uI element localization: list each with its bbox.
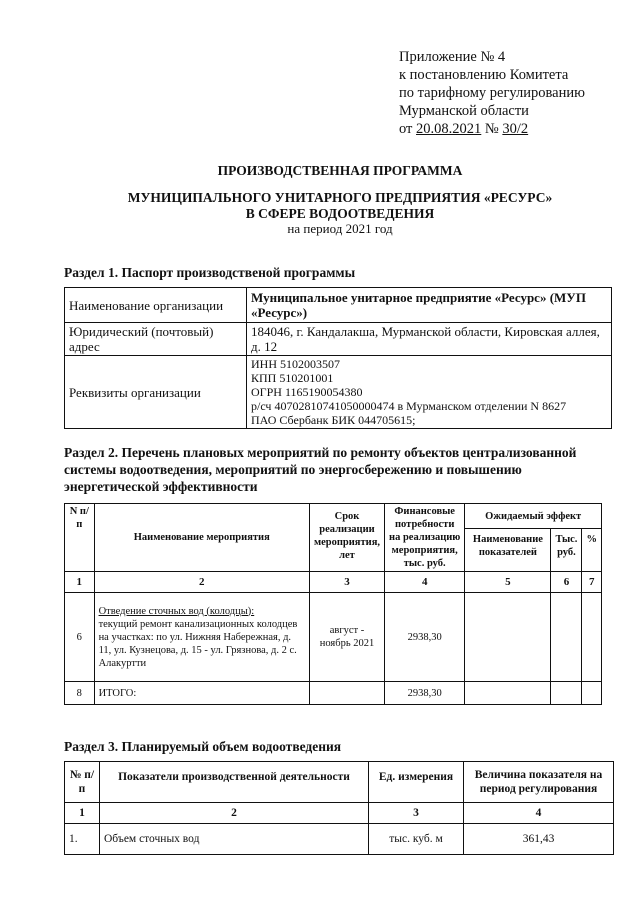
total-indicator <box>465 682 551 705</box>
section2-title <box>64 444 576 495</box>
row-percent <box>582 593 602 682</box>
passport-key: Наименование организации <box>65 288 247 323</box>
volume-table <box>64 761 614 855</box>
table-row <box>65 288 612 323</box>
requisite-inn: ИНН 5102003507 <box>251 357 340 371</box>
header-unit: Ед. измерения <box>369 762 464 803</box>
measures-table <box>64 503 602 705</box>
annex-number: 30/2 <box>502 121 529 137</box>
col-number: 7 <box>582 572 602 593</box>
header-thousand: Тыс. руб. <box>551 529 582 572</box>
header-percent: % <box>582 529 602 572</box>
table-row <box>65 593 602 682</box>
row-finance: 2938,30 <box>385 593 465 682</box>
section2-title-line-2: системы водоотведения, мероприятий по энергосбережению и повышению <box>64 462 522 477</box>
program-sphere-line: В СФЕРЕ ВОДООТВЕДЕНИЯ <box>245 206 435 221</box>
column-number-row <box>65 572 602 593</box>
passport-table <box>64 287 612 429</box>
row-indicator <box>465 593 551 682</box>
total-finance: 2938,30 <box>385 682 465 705</box>
total-term <box>309 682 384 705</box>
program-period: на период 2021 год <box>287 221 393 236</box>
table-row <box>65 356 612 429</box>
requisite-ogrn: ОГРН 1165190054380 <box>251 385 363 399</box>
requisite-account: р/сч 40702810741050000474 в Мурманском отделении N 8627 <box>251 399 567 413</box>
row-unit: тыс. куб. м <box>369 824 464 855</box>
section1-title: Раздел 1. Паспорт производственой программы <box>64 265 356 280</box>
col-number: 3 <box>369 803 464 824</box>
col-number: 4 <box>385 572 465 593</box>
header-indicator: Наименование показателей <box>465 529 551 572</box>
col-number: 4 <box>464 803 614 824</box>
row-indicator: Объем сточных вод <box>100 824 369 855</box>
row-num: 6 <box>65 593 95 682</box>
row-num: 1. <box>65 824 100 855</box>
table-row <box>65 824 614 855</box>
row-name-desc: текущий ремонт канализационных колодцев на участках: по ул. Нижняя Набережная, д. 11, ул. Кузнецова, д. 15 - ул. Грязнова, д. 2 с. Алакуртти <box>98 618 298 669</box>
row-name-title: Отведение сточных вод (колодцы): <box>98 605 255 617</box>
header-indicator: Показатели производственной деятельности <box>100 762 369 803</box>
passport-key: Юридический (почтовый) адрес <box>65 323 247 356</box>
requisite-bank: ПАО Сбербанк БИК 044705615; <box>251 413 416 427</box>
table-header-row <box>65 504 602 529</box>
total-label: ИТОГО: <box>94 682 309 705</box>
table-row <box>65 682 602 705</box>
col-number: 1 <box>65 572 95 593</box>
header-num: N п/п <box>65 504 95 572</box>
annex-number-sign: № <box>481 121 503 137</box>
annex-line-1: Приложение № 4 <box>399 49 506 65</box>
table-row <box>65 323 612 356</box>
annex-date-prefix: от <box>399 121 417 137</box>
header-name: Наименование мероприятия <box>94 504 309 572</box>
header-effect: Ожидаемый эффект <box>465 504 602 529</box>
row-term: август - ноябрь 2021 <box>309 593 384 682</box>
section3-title: Раздел 3. Планируемый объем водоотведения <box>64 739 342 754</box>
passport-key: Реквизиты организации <box>65 356 247 429</box>
passport-value: 184046, г. Кандалакша, Мурманской области, Кировская аллея, д. 12 <box>247 323 612 356</box>
annex-line-2: к постановлению Комитета <box>399 67 569 83</box>
passport-value: Муниципальное унитарное предприятие «Ресурс» (МУП «Ресурс») <box>247 288 612 323</box>
annex-block <box>399 48 629 138</box>
section2-title-line-3: энергетической эффективности <box>64 479 258 494</box>
col-number: 3 <box>309 572 384 593</box>
col-number: 6 <box>551 572 582 593</box>
col-number: 1 <box>65 803 100 824</box>
program-org-line: МУНИЦИПАЛЬНОГО УНИТАРНОГО ПРЕДПРИЯТИЯ «РЕСУРС» <box>127 190 553 205</box>
annex-line-4: Мурманской области <box>399 103 529 119</box>
section2-title-line-1: Раздел 2. Перечень плановых мероприятий по ремонту объектов централизованной <box>64 445 577 460</box>
header-num: № п/п <box>65 762 100 803</box>
total-thousand <box>551 682 582 705</box>
requisite-kpp: КПП 510201001 <box>251 371 334 385</box>
program-title: ПРОИЗВОДСТВЕННАЯ ПРОГРАММА <box>217 163 463 178</box>
annex-line-5 <box>399 120 629 138</box>
row-name <box>94 593 309 682</box>
header-term: Срок реализации мероприятия, лет <box>309 504 384 572</box>
header-value: Величина показателя на период регулирования <box>464 762 614 803</box>
col-number: 5 <box>465 572 551 593</box>
table-header-row <box>65 762 614 803</box>
header-finance: Финансовые потребности на реализацию мероприятия, тыс. руб. <box>385 504 465 572</box>
total-percent <box>582 682 602 705</box>
row-thousand <box>551 593 582 682</box>
annex-line-3: по тарифному регулированию <box>399 85 585 101</box>
col-number: 2 <box>94 572 309 593</box>
annex-date: 20.08.2021 <box>416 121 482 137</box>
column-number-row <box>65 803 614 824</box>
col-number: 2 <box>100 803 369 824</box>
row-value: 361,43 <box>464 824 614 855</box>
requisites-cell <box>247 356 612 429</box>
total-num: 8 <box>65 682 95 705</box>
